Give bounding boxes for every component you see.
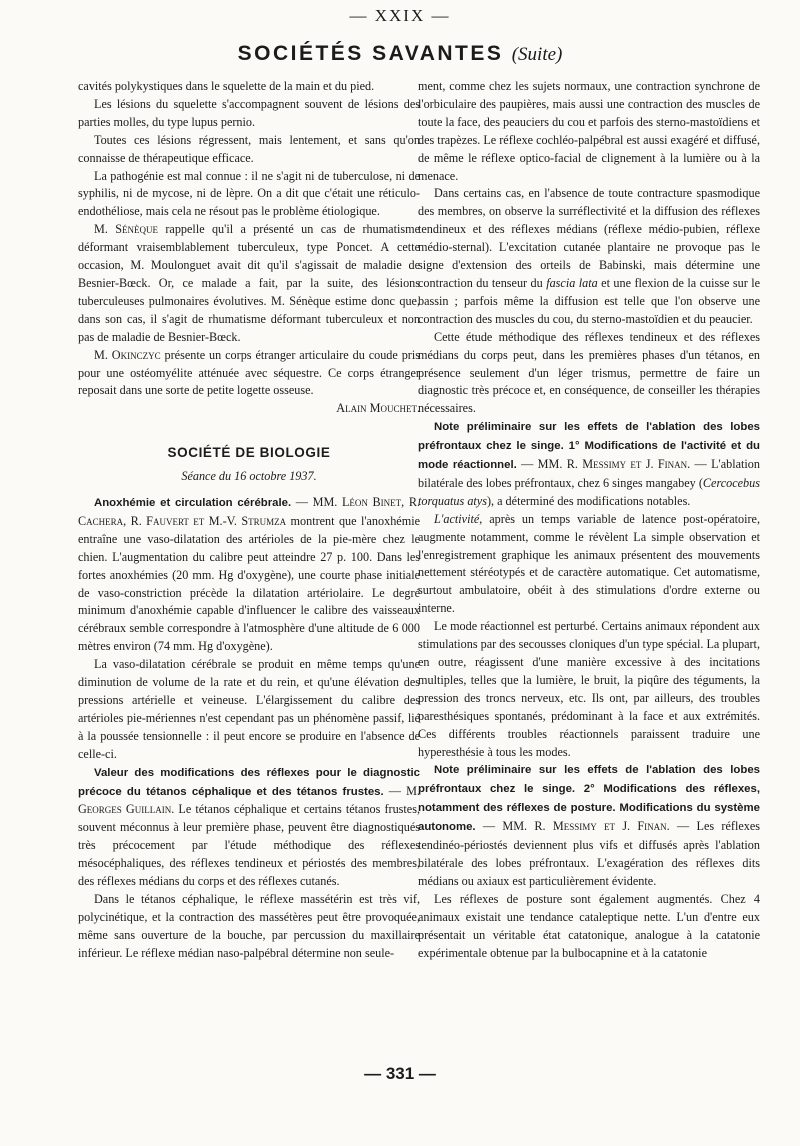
paragraph-text: rappelle qu'il a présenté un cas de rhumatisme déformant vraisemblablement tuberculeux, type Poncet. A cette occasion, M. Moulonguet avait dit qu'il s'agissait de maladie de Besnier-Bœck. Or, ce malade a fait, par la suite, des lésions tuberculeuses pulmonaires évolutives. M. Sénèque estime donc que, dans son cas, il s'agit de rhumatisme déformant tuberculeux et non pas de maladie de Besnier-Bœck. bbox=[78, 222, 420, 344]
paragraph-text: , après un temps variable de latence post-opératoire, augmente notamment, comme le révèlent La simple observation et l'enregistrement graphique les animaux présentent des mouvements nettement stéréotypés et de caractère automatique. Cet automatisme, surtout ambulatoire, obéit à des stimulations d'ordre externe ou interne. bbox=[418, 511, 760, 616]
paragraph bbox=[418, 511, 760, 618]
paragraph-text: présente un corps étranger articulaire du coude pris pour une ostéomyélite atténuée avec séquestre. Ce corps étranger reposait dans une sorte de petite logette osseuse. bbox=[78, 347, 420, 398]
article-title: Note préliminaire sur les effets de l'ablation des lobes préfrontaux chez le singe. 1° Modifications de l'activité et du mode réactionnel. bbox=[418, 421, 760, 472]
article-authors: — MM. Léon Binet, R. Cachera, R. Fauvert et M.-V. Strumza bbox=[78, 495, 420, 528]
right-column bbox=[418, 78, 760, 1068]
running-head-title: SOCIÉTÉS SAVANTES bbox=[237, 42, 504, 65]
paragraph bbox=[78, 221, 420, 346]
article-text: Le tétanos céphalique et certains tétanos frustes, souvent méconnus à leur première phase, peuvent être diagnostiqués très précocement par l'étude méthodique des réflexes mésocéphaliques, des réflexes tendineux et périostés des membres, des réflexes médians du corps et des réflexes cutanés. bbox=[78, 802, 420, 889]
article-text: montrent que l'anoxhémie entraîne une vaso-dilatation des artérioles de la pie-mère chez le chien. L'augmentation du calibre peut atteindre 27 p. 100. Dans les fortes anoxhémies (20 mm. Hg d'oxygène), une courte phase initiale de vaso-constriction précède la dilatation artériolaire. Le degré minimum d'anoxhémie capable d'influencer le calibre des vaisseaux cérébraux semble correspondre à l'atmosphère d'une altitude de 6 000 mètres environ (74 mm. Hg d'oxygène). bbox=[78, 513, 420, 654]
paragraph: Les réflexes de posture sont également augmentés. Chez 4 animaux existait une tendance cataleptique nette. L'un d'entre eux présentait un véritable état catatonique, analogue à la catatonie expérimentale obtenue par la bulbocapnine et à la catatonie bbox=[418, 891, 760, 960]
article-text: — L'ablation bilatérale des lobes préfrontaux, chez 6 singes mangabey ( bbox=[418, 457, 760, 490]
article bbox=[418, 418, 760, 511]
paragraph: Cette étude méthodique des réflexes tendineux et des réflexes médians du corps peut, dans les premières phases d'un tétanos, en présence seulement d'un léger trismus, permettre de faire un diagnostic très précoce et, en conséquence, de conseiller les thérapies nécessaires. bbox=[418, 329, 760, 416]
paragraph: La pathogénie est mal connue : il ne s'agit ni de tuberculose, ni de syphilis, ni de mycose, ni de lèpre. On a dit que c'était une réticulo-endothéliose, mais cela ne résout pas le problème étiologique. bbox=[78, 168, 420, 219]
paragraph bbox=[418, 185, 760, 328]
paragraph bbox=[78, 347, 420, 401]
signature: Alain Mouchet. bbox=[336, 401, 420, 416]
article-authors: — M. Georges Guillain. bbox=[78, 783, 420, 817]
folio-page-number: — 331 — bbox=[364, 1064, 436, 1083]
running-head-suite: (Suite) bbox=[511, 44, 563, 65]
paragraph: Toutes ces lésions régressent, mais lentement, et sans qu'on connaisse de thérapeutique efficace. bbox=[78, 132, 420, 165]
running-head bbox=[0, 42, 800, 66]
paragraph: La vaso-dilatation cérébrale se produit en même temps qu'une diminution de volume de la rate et du rein, et qu'une élévation des pressions artérielle et veineuse. L'élargissement du calibre des artérioles pie-mériennes n'est cependant pas un phénomène passif, lié à la poussée tensionnelle : il peut encore se produire en l'absence de celle-ci. bbox=[78, 657, 420, 761]
paragraph-text: Dans certains cas, en l'absence de toute contracture spasmodique des membres, on observe la surréflectivité et la diffusion des réflexes tendineux et des réflexes médians (réflexe médio-pubien, réflexe médio-sternal). L'excitation cutanée plantaire ne provoque pas le signe d'extension des orteils de Babinski, mais détermine une contraction du tenseur du bbox=[418, 186, 760, 290]
speaker-name: M. Sénèque bbox=[94, 222, 159, 237]
paragraph: Les lésions du squelette s'accompagnent souvent de lésions des parties molles, du type lupus pernio. bbox=[78, 96, 420, 129]
article-text: — Les réflexes tendinéo-périostés deviennent plus vifs et diffusés après l'ablation bilatérale des lobes préfrontaux. L'exagération des réflexes dits médians ou axiaux est particulièrement évidente. bbox=[418, 819, 760, 888]
article-title: Valeur des modifications des réflexes pour le diagnostic précoce du tétanos céphalique et des tétanos frustes. bbox=[78, 766, 420, 798]
article-authors: — MM. R. Messimy et J. Finan. bbox=[475, 819, 670, 834]
paragraph: cavités polykystiques dans le squelette de la main et du pied. bbox=[78, 79, 375, 93]
species-name: Cercocebus torquatus atys bbox=[418, 475, 760, 508]
session-date: Séance du 16 octobre 1937. bbox=[181, 469, 317, 484]
paragraph: ment, comme chez les sujets normaux, une contraction synchrone de l'orbiculaire des paupières, mais aussi une contraction des muscles de toute la face, des peauciers du cou et parfois des sterno-mastoïdiens et des trapèzes. Le réflexe cochléo-palpébral est aussi exagéré et diffusé, de même le réflexe optico-facial de clignement à la lumière ou à la menace. bbox=[418, 79, 760, 183]
italic-term: L'activité bbox=[434, 511, 480, 526]
paragraph-text: et une flexion de la cuisse sur le bassin ; parfois même la diffusion est telle que l'on observe une contraction des muscles du cou, du sterno-mastoïdien et du peaucier. bbox=[418, 275, 760, 326]
section-title: SOCIÉTÉ DE BIOLOGIE bbox=[167, 445, 331, 461]
italic-term: fascia lata bbox=[546, 275, 598, 290]
article-title: Anoxhémie et circulation cérébrale. bbox=[94, 497, 292, 510]
paragraph: Le mode réactionnel est perturbé. Certains animaux répondent aux stimulations par des secousses cloniques d'un type spécial. La plupart, en outre, réagissent d'une manière excessive à des incitations multiples, telles que la lumière, le bruit, la piqûre des téguments, la pression des troncs nerveux, etc. Ils ont, par ailleurs, des troubles paresthésiques spontanés, prédominant à la face et aux extrémités. Ces différents troubles réactionnels paraissent traduire une hyperesthésie à tous les modes. bbox=[418, 619, 760, 759]
article-authors: — MM. R. Messimy et J. Finan. bbox=[516, 457, 691, 472]
speaker-name: M. Okinczyc bbox=[94, 347, 161, 362]
paragraph: Dans le tétanos céphalique, le réflexe massétérin est très vif, polycinétique, et la contraction des massétères peut être provoquée, même sans ouverture de la bouche, par percussion du maxillaire inférieur. Le réflexe médian naso-palpébral détermine non seule- bbox=[78, 891, 420, 960]
article bbox=[78, 764, 420, 891]
article bbox=[418, 761, 760, 890]
article-title: Note préliminaire sur les effets de l'ablation des lobes préfrontaux chez le singe. 2° Modifications des réflexes, notamment des réflexes de posture. Modifications du système autonome. bbox=[418, 764, 760, 834]
left-column bbox=[78, 78, 420, 1068]
article-text: ), a déterminé des modifications notables. bbox=[486, 493, 691, 508]
roman-page-number: — XXIX — bbox=[349, 6, 451, 25]
article bbox=[78, 494, 420, 656]
